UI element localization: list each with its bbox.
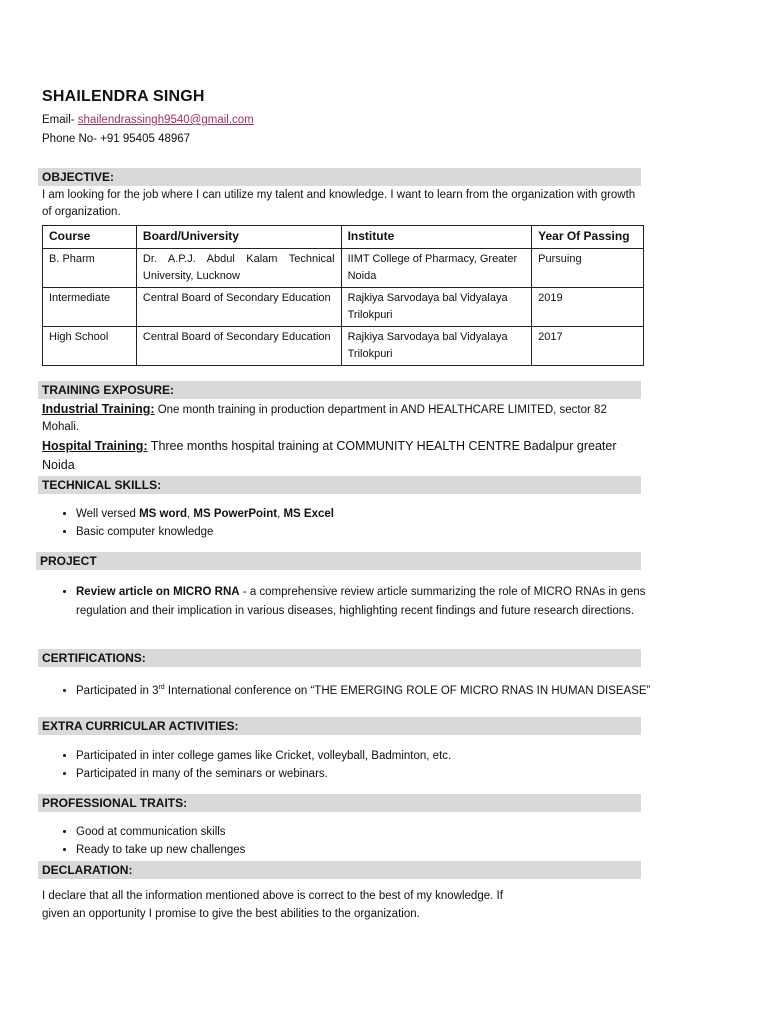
skill-prefix: Well versed xyxy=(76,508,140,520)
declaration-text xyxy=(42,887,642,923)
phone-line xyxy=(42,131,190,148)
skill-ms-word: MS word xyxy=(139,508,187,520)
column-header-year: Year Of Passing xyxy=(532,226,644,249)
project-heading: PROJECT xyxy=(36,552,641,570)
education-header-row xyxy=(43,226,644,249)
certifications-list xyxy=(42,679,666,700)
skill-ms-powerpoint: MS PowerPoint xyxy=(193,508,278,520)
table-cell: Pursuing xyxy=(532,249,644,288)
extra-curricular-heading: EXTRA CURRICULAR ACTIVITIES: xyxy=(38,717,641,735)
table-cell: Dr. A.P.J. Abdul Kalam Technical University, Lucknow xyxy=(136,249,341,288)
hospital-training-text: Three months hospital training at COMMUNITY HEALTH CENTRE Badalpur greater Noida xyxy=(42,439,617,472)
list-item xyxy=(76,679,666,700)
table-cell: IIMT College of Pharmacy, Greater Noida xyxy=(341,249,532,288)
phone-number: +91 95405 48967 xyxy=(100,133,191,145)
email-link[interactable]: shailendrassingh9540@gmail.com xyxy=(77,114,254,126)
training-heading: TRAINING EXPOSURE: xyxy=(38,381,641,399)
list-item: • Good at communication skills xyxy=(76,823,666,841)
project-title: Review article on MICRO RNA xyxy=(76,586,240,598)
objective-text: I am looking for the job where I can utilize my talent and knowledge. I want to learn from the organization with growth of organization. xyxy=(42,189,636,218)
column-header-course: Course xyxy=(43,226,137,249)
professional-traits-heading: PROFESSIONAL TRAITS: xyxy=(38,794,641,812)
column-header-board: Board/University xyxy=(136,226,341,249)
project-list xyxy=(42,583,666,620)
industrial-training xyxy=(42,401,642,436)
certifications-heading: CERTIFICATIONS: xyxy=(38,649,641,667)
table-cell: Intermediate xyxy=(43,288,137,327)
industrial-training-text: One month training in production department in AND HEALTHCARE LIMITED, sector 82 Mohali. xyxy=(42,404,607,433)
column-header-institute: Institute xyxy=(341,226,532,249)
list-item xyxy=(76,583,666,620)
skill-ms-excel: MS Excel xyxy=(283,508,334,520)
table-row xyxy=(43,249,644,288)
objective-heading: OBJECTIVE: xyxy=(38,168,641,186)
declaration-line-2: given an opportunity I promise to give the best abilities to the organization. xyxy=(42,908,420,920)
skill-separator: , xyxy=(277,508,284,520)
table-cell: Rajkiya Sarvodaya bal Vidyalaya Trilokpuri xyxy=(341,327,532,366)
certification-superscript: rd xyxy=(158,684,165,691)
list-item: • Ready to take up new challenges xyxy=(76,841,666,859)
certification-rest: International conference on “THE EMERGING ROLE OF MICRO RNAS IN HUMAN DISEASE” xyxy=(164,684,651,697)
list-item: • Participated in inter college games like Cricket, volleyball, Badminton, etc. xyxy=(76,747,666,765)
email-label: Email- xyxy=(42,114,78,126)
email-line xyxy=(42,112,254,129)
skill-separator: , xyxy=(186,508,194,520)
phone-label: Phone No- xyxy=(42,133,101,145)
extra-curricular-list xyxy=(42,747,666,783)
table-cell: Central Board of Secondary Education xyxy=(136,288,341,327)
declaration-heading: DECLARATION: xyxy=(38,861,641,879)
hospital-training-label: Hospital Training: xyxy=(42,439,148,453)
table-row xyxy=(43,288,644,327)
table-row xyxy=(43,327,644,366)
table-cell: 2017 xyxy=(532,327,644,366)
technical-skills-heading: TECHNICAL SKILLS: xyxy=(38,476,641,494)
technical-skills-list xyxy=(42,505,666,541)
hospital-training xyxy=(42,437,642,475)
table-cell: High School xyxy=(43,327,137,366)
table-cell: 2019 xyxy=(532,288,644,327)
declaration-line-1: I declare that all the information mentioned above is correct to the best of my knowledge. If xyxy=(42,890,503,902)
list-item: • Basic computer knowledge xyxy=(76,523,666,541)
project-description: - a comprehensive review article summarizing the role of MICRO RNAs in gens regulation and their implication in various diseases, highlighting recent findings and future research directions. xyxy=(76,586,646,617)
table-cell: B. Pharm xyxy=(43,249,137,288)
list-item: • Participated in many of the seminars or webinars. xyxy=(76,765,666,783)
professional-traits-list xyxy=(42,823,666,859)
education-table xyxy=(42,225,644,366)
candidate-name: SHAILENDRA SINGH xyxy=(42,88,205,105)
industrial-training-label: Industrial Training: xyxy=(42,402,155,416)
certification-prefix: Participated in 3 xyxy=(76,684,159,697)
table-cell: Central Board of Secondary Education xyxy=(136,327,341,366)
list-item xyxy=(76,505,666,523)
table-cell: Rajkiya Sarvodaya bal Vidyalaya Trilokpuri xyxy=(341,288,532,327)
